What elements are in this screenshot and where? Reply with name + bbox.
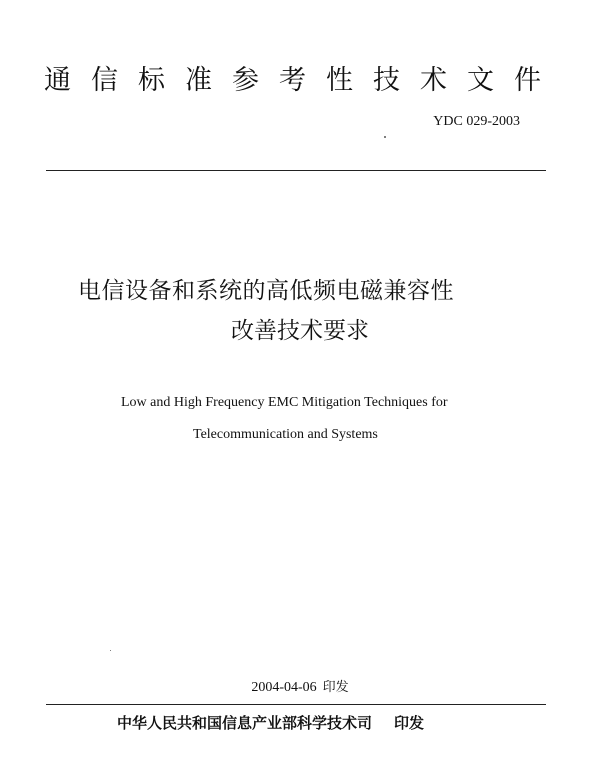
issue-date: 2004-04-06: [251, 680, 317, 695]
standard-code: YDC 029-2003: [433, 114, 520, 129]
publisher-line: [117, 712, 424, 733]
issue-date-suffix: 印发: [322, 680, 349, 695]
title-chinese-line-2: 改善技术要求: [231, 318, 369, 344]
publisher-suffix: 印发: [394, 714, 425, 732]
issue-date-line: [0, 676, 600, 696]
scan-speck: [110, 650, 111, 651]
publisher-name: 中华人民共和国信息产业部科学技术司: [117, 714, 373, 732]
title-chinese-line-1: 电信设备和系统的高低频电磁兼容性: [78, 278, 454, 304]
title-english-line-1: Low and High Frequency EMC Mitigation Techniques for: [121, 395, 448, 410]
series-title: 通信标准参考性技术文件: [44, 65, 561, 96]
top-divider: [46, 170, 546, 171]
title-english-line-2: Telecommunication and Systems: [193, 427, 378, 442]
scan-speck: [384, 136, 386, 138]
bottom-divider: [46, 704, 546, 705]
